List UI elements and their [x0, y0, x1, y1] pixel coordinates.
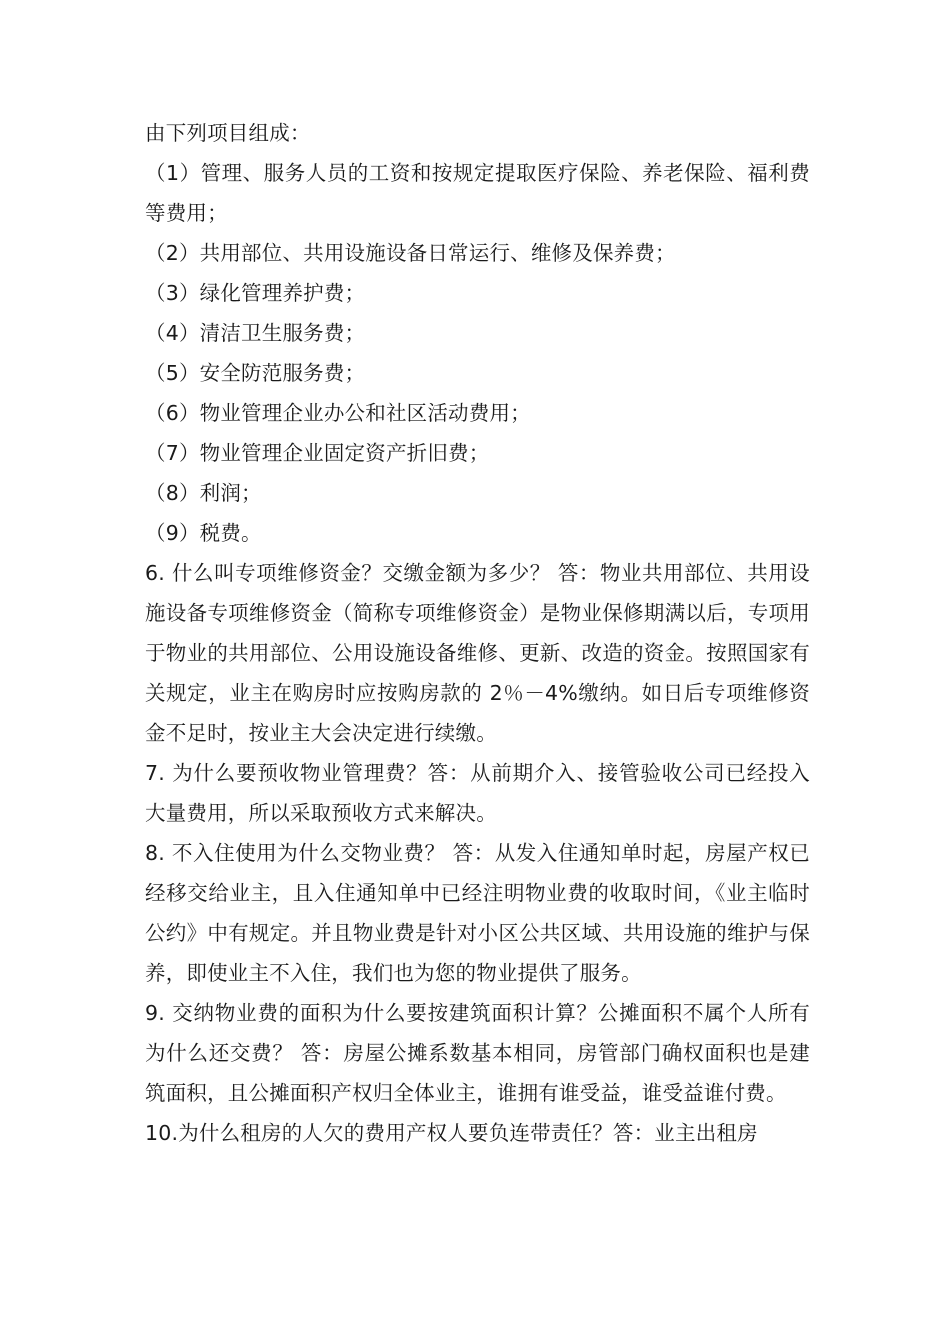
list-item-5: （5）安全防范服务费； [145, 361, 366, 385]
list-item-6: （6）物业管理企业办公和社区活动费用； [145, 401, 531, 425]
qa-item-9: 9. 交纳物业费的面积为什么要按建筑面积计算？公摊面积不属个人所有为什么还交费？ 答：房屋公摊系数基本相同，房管部门确权面积也是建筑面积，且公摊面积产权归全体业主，谁拥有谁受益，谁受益谁付费。 [145, 1001, 810, 1105]
qa-item-7: 7. 为什么要预收物业管理费？答：从前期介入、接管验收公司已经投入大量费用，所以采取预收方式来解决。 [145, 761, 810, 825]
qa-item-8: 8. 不入住使用为什么交物业费？ 答：从发入住通知单时起，房屋产权已经移交给业主，且入住通知单中已经注明物业费的收取时间，《业主临时公约》中有规定。并且物业费是针对小区公共区域、共用设施的维护与保养，即使业主不入住，我们也为您的物业提供了服务。 [145, 841, 810, 985]
list-item-4: （4）清洁卫生服务费； [145, 321, 366, 345]
qa-item-10: 10.为什么租房的人欠的费用产权人要负连带责任？答：业主出租房 [145, 1121, 758, 1145]
list-item-3: （3）绿化管理养护费； [145, 281, 366, 305]
list-item-9: （9）税费。 [145, 521, 262, 545]
list-item-2: （2）共用部位、共用设施设备日常运行、维修及保养费； [145, 241, 676, 265]
list-item-8: （8）利润； [145, 481, 262, 505]
list-item-1: （1）管理、服务人员的工资和按规定提取医疗保险、养老保险、福利费等费用； [145, 161, 810, 225]
document-body [145, 113, 810, 1153]
list-item-7: （7）物业管理企业固定资产折旧费； [145, 441, 490, 465]
qa-item-6: 6. 什么叫专项维修资金？交缴金额为多少？ 答：物业共用部位、共用设施设备专项维修资金（简称专项维修资金）是物业保修期满以后，专项用于物业的共用部位、公用设施设备维修、更新、改造的资金。按照国家有关规定，业主在购房时应按购房款的 2％－4%缴纳。如日后专项维修资金不足时，按业主大会决定进行续缴。 [145, 561, 810, 745]
paragraph-intro: 由下列项目组成： [145, 121, 311, 145]
